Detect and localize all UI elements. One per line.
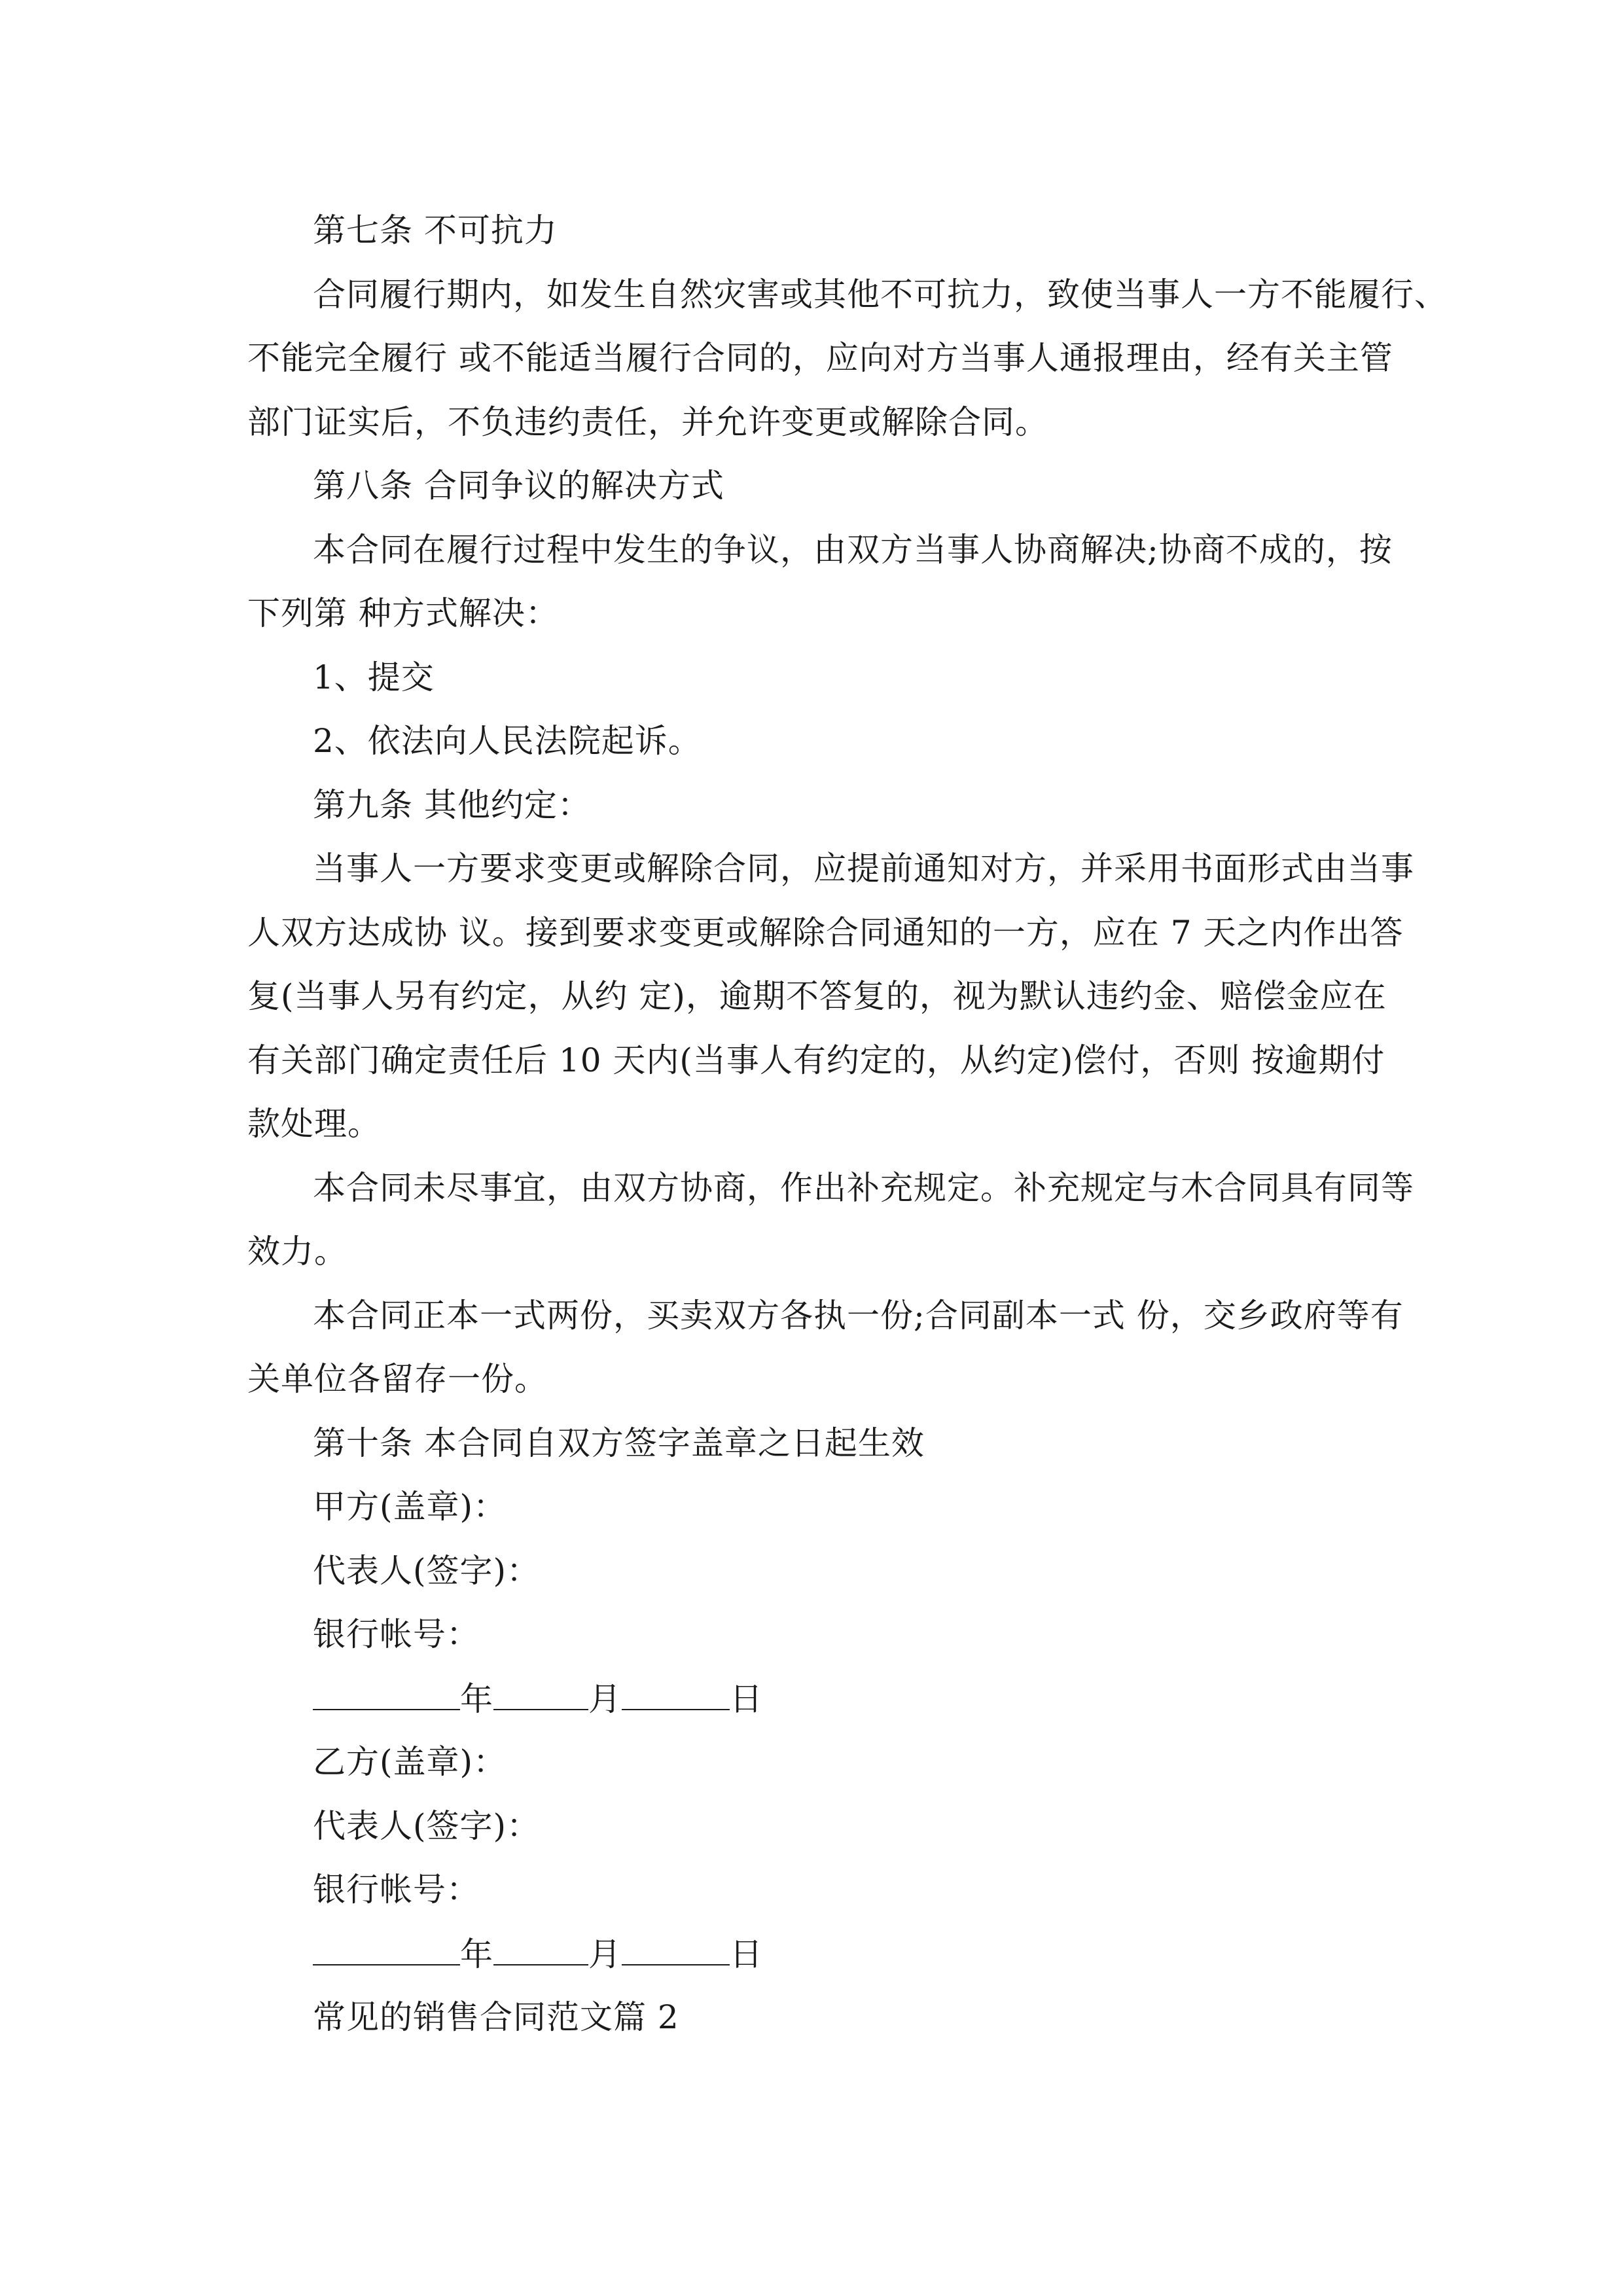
party-a-seal: 甲方(盖章)： [313,1488,507,1526]
article-7-line-2: 不能完全履行 或不能适当履行合同的，应向对方当事人通报理由，经有关主管 [247,339,1393,377]
party-a-month-label: 月 [588,1680,622,1718]
party-a-bank-account: 银行帐号： [313,1615,480,1653]
party-b-date-line [313,1934,1452,1974]
article-10-heading: 第十条 本合同自双方签字盖章之日起生效 [313,1424,925,1462]
article-9-para2-line-2: 效力。 [247,1232,348,1270]
article-9-para2-line-1: 本合同未尽事宜，由双方协商，作出补充规定。补充规定与木合同具有同等 [313,1169,1414,1207]
party-b-year-label: 年 [460,1935,493,1973]
party-a-year-label: 年 [460,1680,493,1718]
party-a-representative: 代表人(签字)： [313,1552,541,1590]
party-b-year-blank [313,1934,460,1965]
article-9-heading: 第九条 其他约定： [313,786,591,824]
article-9-para3-line-1: 本合同正本一式两份，买卖双方各执一份;合同副本一式 份，交乡政府等有 [313,1297,1404,1335]
party-b-day-blank [622,1934,730,1965]
article-9-para1-line-2: 人双方达成协 议。接到要求变更或解除合同通知的一方，应在 7 天之内作出答 [247,914,1404,952]
next-section-title: 常见的销售合同范文篇 2 [313,1998,679,2036]
article-8-line-2: 下列第 种方式解决： [247,594,559,632]
article-9-para1-line-1: 当事人一方要求变更或解除合同，应提前通知对方，并采用书面形式由当事 [313,850,1414,888]
party-b-month-blank [493,1934,588,1965]
party-b-bank-account: 银行帐号： [313,1871,480,1909]
article-8-heading: 第八条 合同争议的解决方式 [313,467,724,505]
article-7-line-1: 合同履行期内，如发生自然灾害或其他不可抗力，致使当事人一方不能履行、 [313,276,1448,314]
party-a-month-blank [493,1679,588,1710]
article-7-heading: 第七条 不可抗力 [313,211,558,249]
article-9-para1-line-4: 有关部门确定责任后 10 天内(当事人有约定的，从约定)偿付，否则 按逾期付 [247,1041,1385,1079]
party-b-representative: 代表人(签字)： [313,1807,541,1845]
article-8-line-1: 本合同在履行过程中发生的争议，由双方当事人协商解决;协商不成的，按 [313,531,1393,569]
article-8-option-2: 2、依法向人民法院起诉。 [313,722,702,760]
party-a-day-label: 日 [730,1680,763,1718]
party-a-day-blank [622,1679,730,1710]
party-b-day-label: 日 [730,1935,763,1973]
party-b-month-label: 月 [588,1935,622,1973]
party-b-seal: 乙方(盖章)： [313,1743,507,1781]
article-8-option-1: 1、提交 [313,658,435,696]
article-9-para1-line-3: 复(当事人另有约定，从约 定)，逾期不答复的，视为默认违约金、赔偿金应在 [247,977,1387,1015]
article-9-para3-line-2: 关单位各留存一份。 [247,1360,548,1398]
article-7-line-3: 部门证实后，不负违约责任，并允许变更或解除合同。 [247,403,1048,441]
party-a-date-line [313,1679,1452,1719]
article-9-para1-line-5: 款处理。 [247,1105,381,1143]
party-a-year-blank [313,1679,460,1710]
